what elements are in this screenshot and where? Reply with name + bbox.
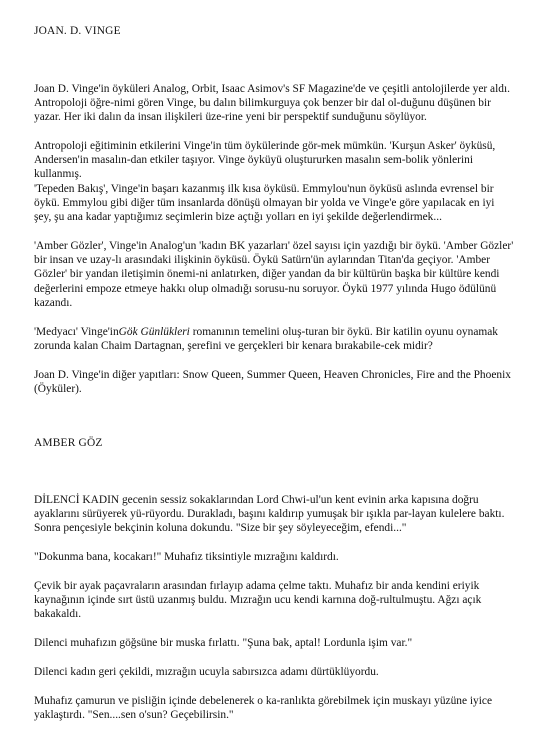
story-paragraph-5: Dilenci kadın geri çekildi, mızrağın ucuyla sabırsızca adamı dürtüklüyordu. <box>34 666 379 678</box>
intro-paragraph-5 <box>34 325 514 353</box>
story-paragraph-3: Çevik bir ayak paçavraların arasından fırlayıp adama çelme taktı. Muhafız bir anda kendini eriyik kaynağının içinde sırt üstü uzanmış buldu. Mızrağın ucu kendi karnına doğ-rultulmuştu. Ağzı açık bakakaldı. <box>34 580 482 621</box>
intro-paragraph-6: Joan D. Vinge'in diğer yapıtları: Snow Queen, Summer Queen, Heaven Chronicles, Fire and the Phoenix (Öyküler). <box>34 369 511 396</box>
intro-paragraph-3: 'Tepeden Bakış', Vinge'in başarı kazanmış ilk kısa öyküsü. Emmylou'nun öyküsü aslında evrensel bir öykü. Emmylou gibi diğer tüm insanlarda dönüşü olmayan bir yolda ve Vinge'e göre yapılacak en iyi şey, şu ana kadar yaptığımız seçimlerin bize açtığı yolları en iyi şekilde değerlendirmek... <box>34 183 495 224</box>
intro-paragraph-4: 'Amber Gözler', Vinge'in Analog'un 'kadın BK yazarları' özel sayısı için yazdığı bir öykü. 'Amber Gözler' bir insan ve uzay-lı arasındaki ilişkinin öyküsü. Öykü Satürn'ün aylarından Titan'da geçiyor. 'Amber Gözler' bir yandan iletişimin önemi-ni anlatırken, diğer yandan da bir kültürün başka bir kültüre kendi değerlerini empoze etmeye hakkı olup olmadığı sorusu-nu soruyor. Öykü 1977 yılında Hugo ödülünü kazandı. <box>34 240 514 309</box>
intro-paragraph-5-lead: 'Medyacı' Vinge'in <box>34 326 119 338</box>
intro-paragraph-1: Joan D. Vinge'in öyküleri Analog, Orbit, Isaac Asimov's SF Magazine'de ve çeşitli antolojilerde yer aldı. Antropoloji öğre-nimi gören Vinge, bu dalın bilimkurguya çok benzer bir dal ol-duğunu düşünen bir yazar. Her iki dalın da insan ilişkileri üze-rine yeni bir perspektif sunduğunu söylüyor. <box>34 83 510 124</box>
story-paragraph-1: DİLENCİ KADIN gecenin sessiz sokaklarından Lord Chwi-ul'un kent evinin arka kapısına doğru ayaklarını sürüyerek yü-rüyordu. Durakladı, başını kaldırıp yumuşak bir ışıkla par-layan kulelere baktı. Sonra pençesiyle bekçinin koluna dokundu. "Size bir şey söyleyeceğim, efendi..." <box>34 494 505 535</box>
story-paragraph-2: "Dokunma bana, kocakarı!" Muhafız tiksintiyle mızrağını kaldırdı. <box>34 551 339 563</box>
story-paragraph-4: Dilenci muhafızın göğsüne bir muska fırlattı. "Şuna bak, aptal! Lordunla işim var." <box>34 637 413 649</box>
author-heading: JOAN. D. VINGE <box>34 25 121 37</box>
intro-paragraph-5-rest: romanının temelini oluş-turan bir öykü. Bir katilin oyunu oynamak zorunda kalan Chaim Dartagnan, şerefini ve gerçekleri bir kenara bırakabile-cek midir? <box>34 326 498 353</box>
story-paragraph-6: Muhafız çamurun ve pisliğin içinde debelenerek o ka-ranlıkta görebilmek için muskayı yüzüne iyice yaklaştırdı. "Sen....sen o'sun? Geçebilirsin." <box>34 695 493 722</box>
story-title: AMBER GÖZ <box>34 437 103 449</box>
intro-paragraph-2: Antropoloji eğitiminin etkilerini Vinge'in tüm öykülerinde gör-mek mümkün. 'Kurşun Asker' öyküsü, Andersen'in masalın-dan etkiler taşıyor. Vinge öyküyü oluştururken masalın sem-bolik yönlerini kullanmış. <box>34 140 496 181</box>
book-title: Gök Günlükleri <box>118 326 190 338</box>
